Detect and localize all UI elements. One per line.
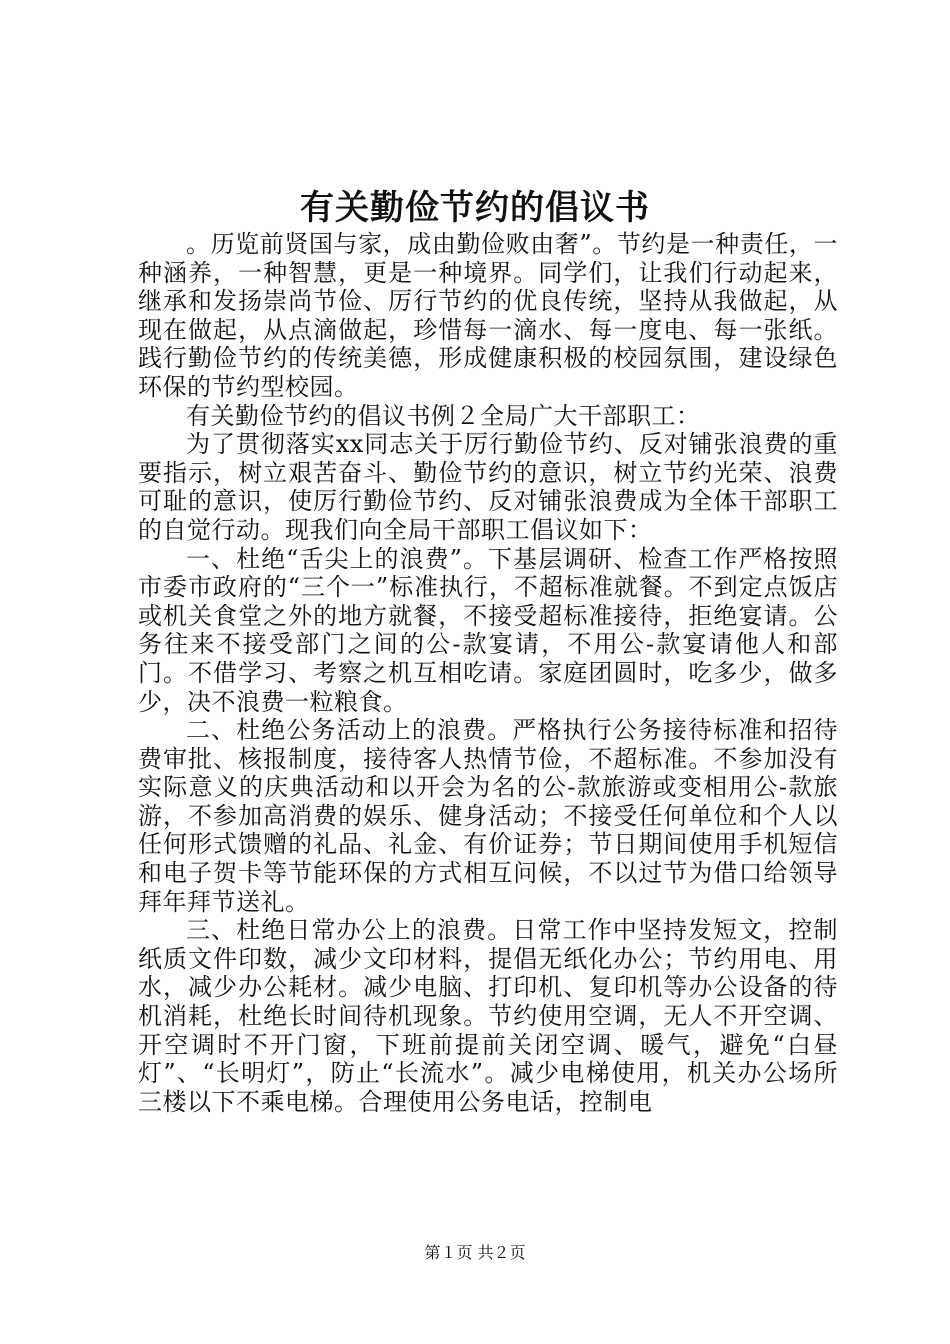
paragraph: 有关勤俭节约的倡议书例２全局广大干部职工： <box>186 401 701 430</box>
page-number-footer: 第１页 共２页 <box>424 1243 526 1262</box>
paragraph: 。历览前贤国与家，成由勤俭败由奢”。节约是一种责任，一种涵养，一种智慧，更是一种境界。同学们，让我们行动起来，继承和发扬崇尚节俭、厉行节约的优良传统，坚持从我做起，从现在做起，从点滴做起，珍惜每一滴水、每一度电、每一张纸。践行勤俭节约的传统美德，形成健康积极的校园氛围，建设绿色环保的节约型校园。 <box>138 230 838 401</box>
paragraph: 一、杜绝“舌尖上的浪费”。下基层调研、检查工作严格按照市委市政府的“三个一”标准执行，不超标准就餐。不到定点饭店或机关食堂之外的地方就餐，不接受超标准接待，拒绝宴请。公务往来不接受部门之间的公-款宴请，不用公-款宴请他人和部门。不借学习、考察之机互相吃请。家庭团圆时，吃多少，做多少，决不浪费一粒粮食。 <box>138 544 838 716</box>
paragraph: 为了贯彻落实xx同志关于厉行勤俭节约、反对铺张浪费的重要指示，树立艰苦奋斗、勤俭节约的意识，树立节约光荣、浪费可耻的意识，使厉行勤俭节约、反对铺张浪费成为全体干部职工的自觉行动。现我们向全局干部职工倡议如下： <box>138 430 838 544</box>
document-title: 有关勤俭节约的倡议书 <box>300 188 650 228</box>
document-body <box>138 230 838 1116</box>
paragraph: 三、杜绝日常办公上的浪费。日常工作中坚持发短文，控制纸质文件印数，减少文印材料，提倡无纸化办公；节约用电、用水，减少办公耗材。减少电脑、打印机、复印机等办公设备的待机消耗，杜绝长时间待机现象。节约使用空调，无人不开空调、开空调时不开门窗，下班前提前关闭空调、暖气，避免“白昼灯”、“长明灯”，防止“长流水”。减少电梯使用，机关办公场所三楼以下不乘电梯。合理使用公务电话，控制电 <box>138 916 838 1116</box>
paragraph: 二、杜绝公务活动上的浪费。严格执行公务接待标准和招待费审批、核报制度，接待客人热情节俭，不超标准。不参加没有实际意义的庆典活动和以开会为名的公-款旅游或变相用公-款旅游，不参加高消费的娱乐、健身活动；不接受任何单位和个人以任何形式馈赠的礼品、礼金、有价证券；节日期间使用手机短信和电子贺卡等节能环保的方式相互问候，不以过节为借口给领导拜年拜节送礼。 <box>138 716 838 916</box>
